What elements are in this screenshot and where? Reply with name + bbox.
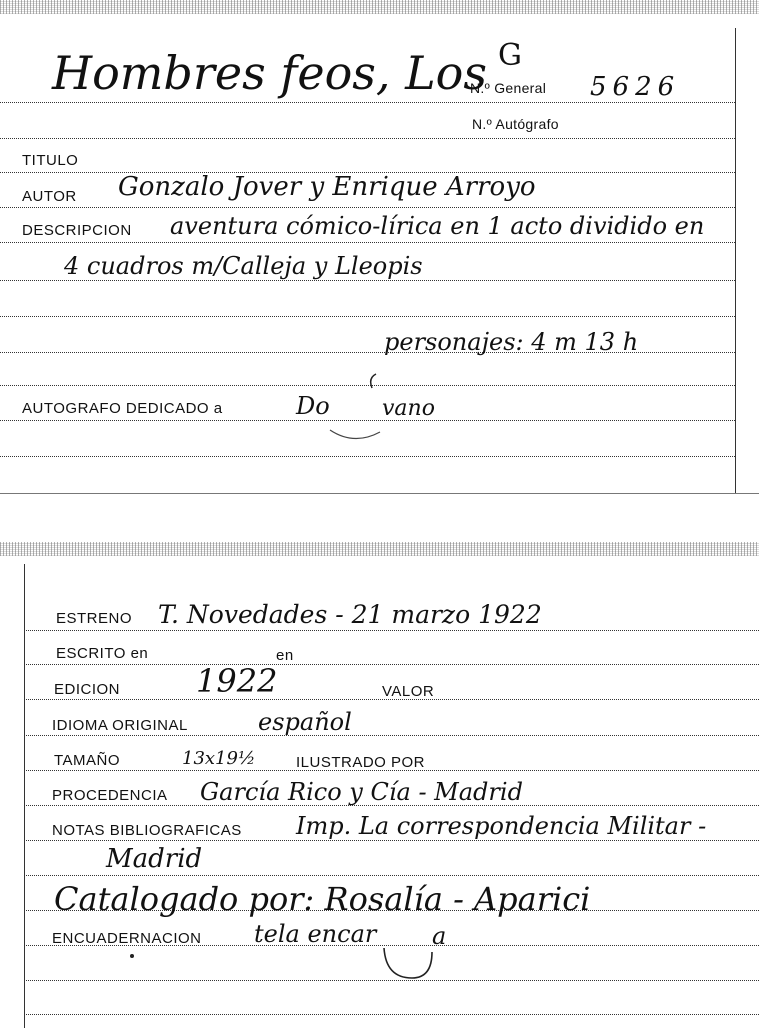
- encuadernacion-value: tela encar: [254, 920, 377, 948]
- idioma-label: IDIOMA ORIGINAL: [52, 717, 188, 734]
- descripcion-label: DESCRIPCION: [22, 222, 132, 239]
- tamano-value: 13x19½: [182, 748, 256, 769]
- card-bottom-edge: [0, 493, 759, 494]
- descripcion-line-1: aventura cómico-lírica en 1 acto dividido en: [170, 212, 705, 240]
- card-left-border: [24, 564, 25, 1028]
- procedencia-value: García Rico y Cía - Madrid: [200, 778, 523, 806]
- estreno-label: ESTRENO: [56, 610, 133, 627]
- dedicado-value-b: vano: [382, 396, 435, 421]
- ilustrado-label: ILUSTRADO POR: [296, 754, 426, 771]
- ink-dot: [130, 954, 134, 958]
- notas-label: NOTAS BIBLIOGRAFICAS: [52, 822, 242, 839]
- ruled-line: [0, 102, 735, 103]
- ruled-line: [0, 456, 735, 457]
- ruled-line: [0, 138, 735, 139]
- valor-label: VALOR: [382, 683, 435, 700]
- dedicado-label: AUTOGRAFO DEDICADO a: [22, 400, 223, 417]
- scan-noise: [0, 0, 759, 14]
- dedicado-value-a: Do: [296, 392, 330, 420]
- ruled-line: [24, 875, 759, 876]
- edicion-label: EDICION: [54, 681, 121, 698]
- ruled-line: [0, 207, 735, 208]
- ruled-line: [24, 840, 759, 841]
- card-right-border: [735, 28, 736, 494]
- encuadernacion-value-end: a: [432, 922, 447, 950]
- general-number-label: N.º General: [470, 80, 547, 96]
- cataloged-by-note: Catalogado por: Rosalía - Aparici: [54, 880, 591, 918]
- procedencia-label: PROCEDENCIA: [52, 787, 168, 804]
- catalog-card-front: [0, 0, 759, 494]
- general-number-value: 5626: [590, 72, 681, 102]
- titulo-label: TITULO: [22, 152, 79, 169]
- ruled-line: [0, 242, 735, 243]
- tamano-label: TAMAÑO: [54, 752, 121, 769]
- punch-hole-mark: [318, 366, 398, 446]
- scan-noise: [0, 542, 759, 556]
- edicion-value: 1922: [196, 662, 278, 700]
- catalog-card-back: [0, 542, 759, 1028]
- ruled-line: [0, 280, 735, 281]
- autor-label: AUTOR: [22, 188, 77, 205]
- descripcion-line-2: 4 cuadros m/Calleja y Lleopis: [64, 252, 423, 280]
- ruled-line: [24, 1014, 759, 1015]
- idioma-value: español: [258, 708, 352, 736]
- estreno-value: T. Novedades - 21 marzo 1922: [158, 600, 542, 629]
- escrito-label: ESCRITO en: [56, 645, 149, 662]
- work-title: Hombres feos, Los: [52, 46, 487, 100]
- notas-value-line-1: Imp. La correspondencia Militar -: [296, 812, 707, 840]
- notas-value-line-2: Madrid: [106, 844, 203, 874]
- autor-value: Gonzalo Jover y Enrique Arroyo: [118, 172, 536, 202]
- ruled-line: [0, 316, 735, 317]
- personajes-note: personajes: 4 m 13 h: [384, 328, 639, 356]
- punch-hole-mark: [376, 912, 446, 992]
- escrito-en-label: en: [276, 647, 294, 664]
- ruled-line: [24, 735, 759, 736]
- autografo-label: N.º Autógrafo: [472, 116, 559, 132]
- ruled-line: [24, 630, 759, 631]
- category-stamp: G: [498, 38, 522, 73]
- ruled-line: [24, 664, 759, 665]
- encuadernacion-label: ENCUADERNACION: [52, 930, 202, 947]
